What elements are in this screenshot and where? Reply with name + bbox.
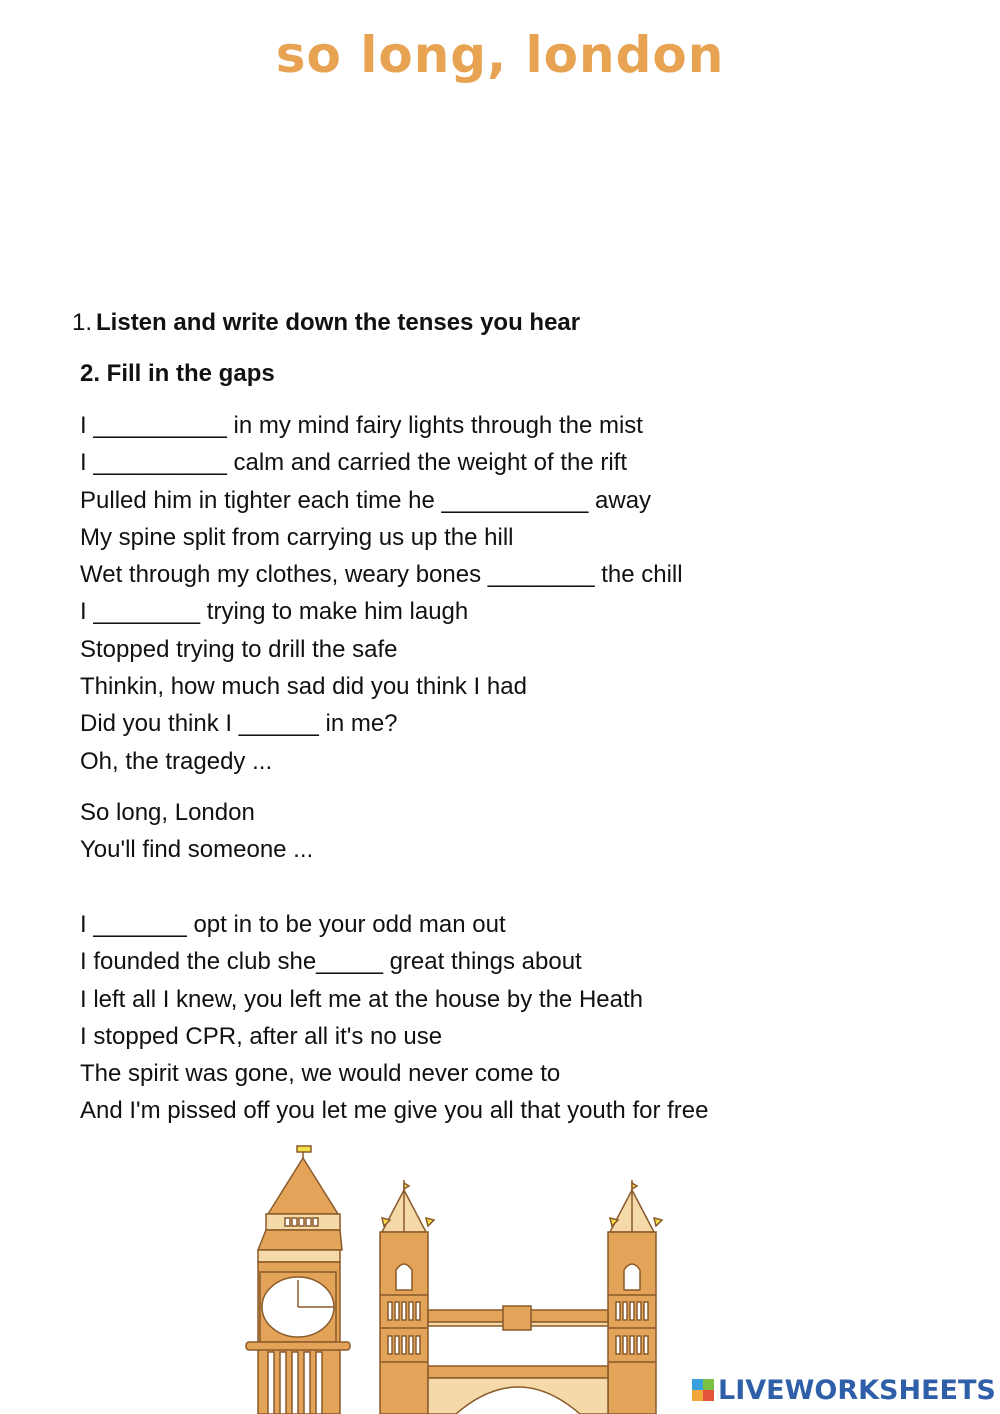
tower-bridge-icon bbox=[380, 1180, 662, 1414]
lyric-line: I founded the club she_____ great things about bbox=[80, 948, 582, 976]
lyric-line: Wet through my clothes, weary bones ________ the chill bbox=[80, 561, 683, 589]
lyric-line: Thinkin, how much sad did you think I had bbox=[80, 673, 527, 701]
lyric-line: Oh, the tragedy ... bbox=[80, 747, 273, 775]
lyric-line: Stopped trying to drill the safe bbox=[80, 635, 398, 663]
page-title: so long, london bbox=[275, 26, 725, 84]
lyric-line: You'll find someone ... bbox=[80, 836, 314, 864]
lyric-line: The spirit was gone, we would never come to bbox=[80, 1060, 561, 1088]
question-2: 2. Fill in the gaps bbox=[80, 360, 275, 387]
lyric-line: I __________ in my mind fairy lights through the mist bbox=[80, 412, 643, 439]
lyric-line: I left all I knew, you left me at the house by the Heath bbox=[80, 985, 643, 1013]
question-1-text: Listen and write down the tenses you hear bbox=[96, 309, 581, 336]
lyric-line: I ________ trying to make him laugh bbox=[80, 598, 469, 626]
question-1-number: 1. bbox=[72, 309, 93, 336]
lyric-line: Did you think I ______ in me? bbox=[80, 710, 398, 738]
lyric-line: I stopped CPR, after all it's no use bbox=[80, 1022, 443, 1050]
lyric-line: Pulled him in tighter each time he ___________ away bbox=[80, 486, 652, 514]
lyric-line: I __________ calm and carried the weight of the rift bbox=[80, 449, 628, 477]
london-landmarks-illustration bbox=[240, 1140, 670, 1414]
liveworksheets-logo-icon bbox=[692, 1379, 714, 1401]
lyric-line: I _______ opt in to be your odd man out bbox=[80, 911, 506, 938]
lyric-line: My spine split from carrying us up the hill bbox=[80, 523, 514, 551]
chorus bbox=[80, 794, 313, 869]
question-1 bbox=[72, 309, 580, 337]
brand-text: LIVEWORKSHEETS bbox=[718, 1374, 996, 1406]
lyric-line: And I'm pissed off you let me give you all that youth for free bbox=[80, 1097, 709, 1125]
liveworksheets-brand[interactable] bbox=[692, 1372, 996, 1408]
lyric-line: So long, London bbox=[80, 799, 255, 826]
verse-2 bbox=[80, 906, 708, 1130]
big-ben-icon bbox=[246, 1146, 350, 1414]
verse-1 bbox=[80, 407, 683, 780]
